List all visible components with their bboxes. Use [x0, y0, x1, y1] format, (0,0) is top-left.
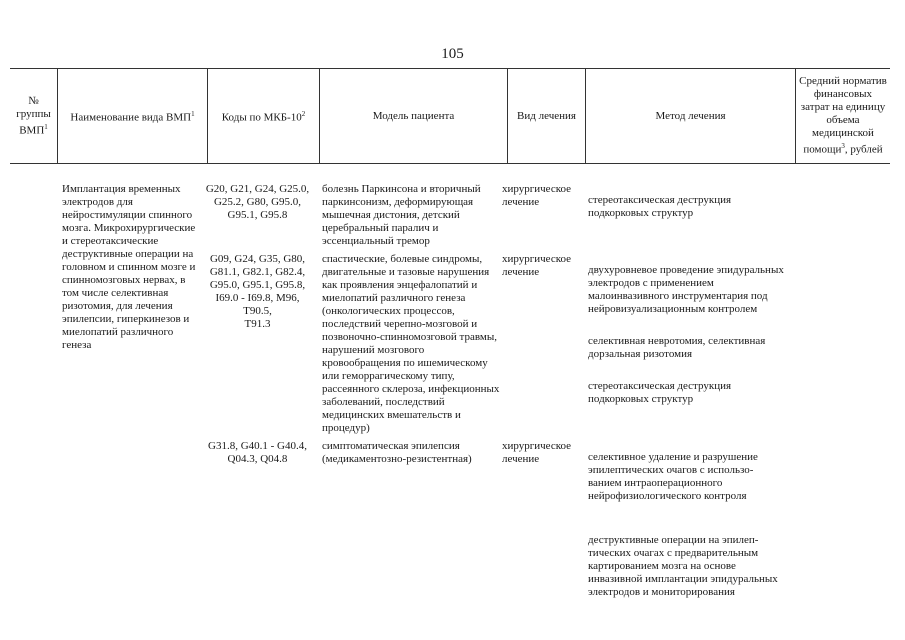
treatment-method-row-1 — [588, 181, 798, 239]
header-vmp-name: Наименование вида ВМП$^1$ — [58, 69, 208, 163]
header-treatment-method: Метод лечения — [586, 69, 796, 163]
header-cost-standard: Средний норматив финансовых затрат на единицу объема медицинской помощи$^3$, рублей — [799, 75, 887, 156]
header-patient-model: Модель пациента — [320, 69, 508, 163]
icd-codes-row-2: G09, G24, G35, G80, G81.1, G82.1, G82.4, G95.0, G95.1, G95.8, I69.0 - I69.8, M96, T90.5, T91.3 — [209, 253, 306, 330]
patient-model-row-2: спастические, болевые синдромы, двигательные и тазовые нарушения как проявления энцефалопатий и миелопатий различного генеза (онкологических процессов, последствий черепно-мозговой и позвоночно-спинномозговой травмы, нарушений мозгового кровообращения по ишемическому или геморрагическому типу, рассеянного склероза, инфекционных заболеваний, последствий медицинских вмешательств и процедур) — [322, 253, 500, 434]
method-item: селективная невротомия, селективная дорзальная ризотомия — [588, 335, 766, 360]
method-item: селективное удаление и разрушение эпилептических очагов с использо- ванием интраоперационного нейрофизиологического контроля — [588, 451, 758, 502]
treatment-method-row-3 — [588, 438, 798, 618]
vmp-name-text: Имплантация временных электродов для нейростимуляции спинного мозга. Микрохирургические и стереотаксические деструктивные операции на головном и спинном мозге и спинномозговых нервах, в том числе селективная ризотомия, для лечения эпилепсии, гиперкинезов и миелопатий различного генеза — [62, 183, 196, 351]
method-item: деструктивные операции на эпилеп- тических очагах с предварительным картированием мозга на основе инвазивной имплантации эпидуральных электродов и мониторирования — [588, 534, 778, 598]
treatment-type-row-2: хирургическое лечение — [502, 253, 572, 278]
header-icd-codes: Коды по МКБ-$10^2$ — [208, 69, 320, 163]
method-item: стереотаксическая деструкция подкорковых структур — [588, 380, 732, 405]
icd-codes-row-3: G31.8, G40.1 - G40.4, Q04.3, Q04.8 — [208, 440, 307, 465]
table-header — [10, 68, 890, 164]
header-treatment-type: Вид лечения — [508, 69, 586, 163]
treatment-type-row-1: хирургическое лечение — [502, 183, 572, 208]
header-group-no: № группы ВМП$^1$ — [10, 69, 58, 163]
treatment-method-row-2 — [588, 251, 798, 425]
method-item: стереотаксическая деструкция подкорковых структур — [588, 194, 732, 219]
method-item: двухуровневое проведение эпидуральных электродов с применением малоинвазивного инструментария под нейровизуализационным контролем — [588, 264, 784, 315]
patient-model-row-1: болезнь Паркинсона и вторичный паркинсонизм, деформирующая мышечная дистония, детский церебральный паралич и эссенциальный тремор — [322, 183, 481, 247]
icd-codes-row-1: G20, G21, G24, G25.0, G25.2, G80, G95.0, G95.1, G95.8 — [205, 183, 310, 221]
patient-model-row-3: симптоматическая эпилепсия (медикаментозно-резистентная) — [322, 440, 472, 465]
treatment-type-row-3: хирургическое лечение — [502, 440, 572, 465]
page-number: 105 — [441, 46, 464, 62]
